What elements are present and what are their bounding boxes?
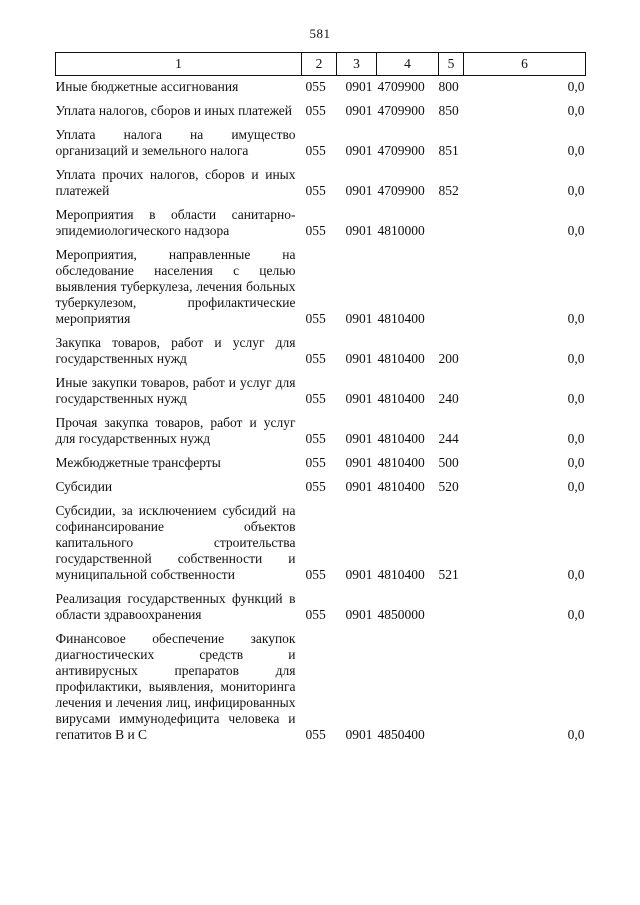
row-section-code: 0901 [345,455,373,470]
row-section-code: 0901 [345,431,373,446]
row-amount: 0,0 [567,351,585,366]
row-name: Субсидии, за исключением субсидий на софинансирование объектов капитального строительства государственной собственности и муниципальной собственности [55,503,296,582]
row-admin-code: 055 [305,311,326,326]
row-target-code: 4810400 [377,311,425,326]
row-amount: 0,0 [567,103,585,118]
row-amount: 0,0 [567,479,585,494]
row-target-code: 4850400 [377,727,425,742]
row-amount: 0,0 [567,183,585,198]
header-row [56,53,586,76]
row-name: Субсидии [55,479,113,494]
row-section-code: 0901 [345,183,373,198]
row-admin-code: 055 [305,607,326,622]
table-row [56,588,586,628]
row-section-code: 0901 [345,351,373,366]
row-section-code: 0901 [345,311,373,326]
row-name: Уплата прочих налогов, сборов и иных платежей [55,167,296,198]
row-admin-code: 055 [305,183,326,198]
table-row [56,372,586,412]
row-target-code: 4810400 [377,431,425,446]
row-name: Иные бюджетные ассигнования [55,79,239,94]
row-name: Мероприятия, направленные на обследование населения с целью выявления туберкулеза, лечения больных туберкулезом, профилактические мероприятия [55,247,296,326]
row-amount: 0,0 [567,431,585,446]
table-row [56,500,586,588]
row-name: Уплата налога на имущество организаций и земельного налога [55,127,296,158]
table-row [56,628,586,748]
row-section-code: 0901 [345,223,373,238]
table-row [56,244,586,332]
table-row [56,412,586,452]
row-type-code [439,244,464,332]
row-type-code: 800 [438,79,459,94]
row-target-code: 4709900 [377,103,425,118]
row-type-code: 521 [438,567,459,582]
row-amount: 0,0 [567,567,585,582]
row-target-code: 4709900 [377,183,425,198]
row-type-code: 200 [438,351,459,366]
row-name: Реализация государственных функций в области здравоохранения [55,591,296,622]
row-target-code: 4810400 [377,351,425,366]
row-name: Уплата налогов, сборов и иных платежей [55,103,292,118]
table-row [56,164,586,204]
row-admin-code: 055 [305,431,326,446]
row-admin-code: 055 [305,79,326,94]
row-admin-code: 055 [305,351,326,366]
row-admin-code: 055 [305,567,326,582]
row-amount: 0,0 [567,607,585,622]
row-target-code: 4810400 [377,567,425,582]
row-name: Межбюджетные трансферты [55,455,221,470]
row-name: Мероприятия в области санитарно-эпидемиологического надзора [55,207,296,238]
row-section-code: 0901 [345,143,373,158]
row-admin-code: 055 [305,223,326,238]
row-type-code: 240 [438,391,459,406]
row-target-code: 4709900 [377,143,425,158]
header-col-6: 6 [464,53,586,76]
table-row [56,332,586,372]
row-admin-code: 055 [305,479,326,494]
row-name: Финансовое обеспечение закупок диагностических средств и антивирусных препаратов для профилактики, выявления, мониторинга лечения и лечения лиц, инфицированных вирусами иммунодефицита человека и гепатитов B и C [55,631,296,742]
header-col-5: 5 [439,53,464,76]
row-target-code: 4850000 [377,607,425,622]
table-header [56,53,586,76]
table-row [56,76,586,101]
row-type-code [439,204,464,244]
row-type-code: 520 [438,479,459,494]
row-admin-code: 055 [305,391,326,406]
row-name: Прочая закупка товаров, работ и услуг для государственных нужд [55,415,296,446]
header-col-1: 1 [56,53,302,76]
row-target-code: 4810400 [377,391,425,406]
row-section-code: 0901 [345,727,373,742]
row-section-code: 0901 [345,391,373,406]
row-amount: 0,0 [567,223,585,238]
row-amount: 0,0 [567,79,585,94]
row-target-code: 4810400 [377,479,425,494]
row-amount: 0,0 [567,727,585,742]
row-type-code: 852 [438,183,459,198]
row-admin-code: 055 [305,103,326,118]
row-admin-code: 055 [305,727,326,742]
table-row [56,452,586,476]
table-row [56,100,586,124]
row-target-code: 4810000 [377,223,425,238]
row-target-code: 4810400 [377,455,425,470]
row-type-code: 244 [438,431,459,446]
row-name: Иные закупки товаров, работ и услуг для государственных нужд [55,375,296,406]
row-section-code: 0901 [345,479,373,494]
row-section-code: 0901 [345,567,373,582]
row-admin-code: 055 [305,143,326,158]
row-type-code: 850 [438,103,459,118]
budget-table [55,52,586,748]
row-admin-code: 055 [305,455,326,470]
row-section-code: 0901 [345,79,373,94]
row-amount: 0,0 [567,391,585,406]
row-amount: 0,0 [567,311,585,326]
row-section-code: 0901 [345,103,373,118]
row-amount: 0,0 [567,143,585,158]
table-row [56,204,586,244]
header-col-4: 4 [377,53,439,76]
row-type-code: 500 [438,455,459,470]
row-type-code [439,588,464,628]
row-type-code: 851 [438,143,459,158]
row-type-code [439,628,464,748]
row-target-code: 4709900 [377,79,425,94]
row-name: Закупка товаров, работ и услуг для государственных нужд [55,335,296,366]
page-number: 581 [309,26,331,41]
header-col-3: 3 [337,53,377,76]
table-body [56,76,586,749]
table-row [56,476,586,500]
table-row [56,124,586,164]
header-col-2: 2 [302,53,337,76]
row-section-code: 0901 [345,607,373,622]
row-amount: 0,0 [567,455,585,470]
